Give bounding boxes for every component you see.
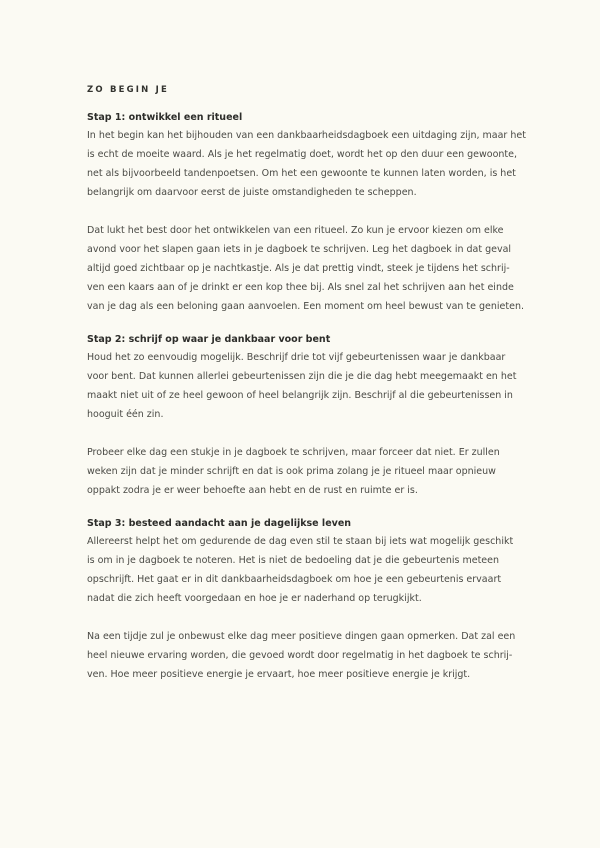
page-content: [87, 83, 527, 684]
text-line: is om in je dagboek te noteren. Het is niet de bedoeling dat je die gebeurtenis meteen: [87, 555, 500, 566]
text-line: avond voor het slapen gaan iets in je dagboek te schrijven. Leg het dagboek in dat geval: [87, 244, 512, 255]
text-line: is echt de moeite waard. Als je het regelmatig doet, wordt het op den duur een gewoonte,: [87, 149, 518, 160]
text-line: van je dag als een beloning gaan aanvoelen. Een moment om heel bewust van te genieten.: [87, 301, 525, 312]
text-line: opschrijft. Het gaat er in dit dankbaarheidsdagboek om hoe je een gebeurtenis ervaart: [87, 574, 502, 585]
text-line: altijd goed zichtbaar op je nachtkastje. Als je dat prettig vindt, steek je tijdens het schrij-: [87, 263, 510, 274]
text-line: ven een kaars aan of je drinkt er een kop thee bij. Als snel zal het schrijven aan het einde: [87, 282, 514, 293]
text-line: Allereerst helpt het om gedurende de dag even stil te staan bij iets wat mogelijk geschikt: [87, 536, 514, 547]
text-line: oppakt zodra je er weer behoefte aan hebt en de rust en ruimte er is.: [87, 485, 418, 496]
step-title: Stap 3: besteed aandacht aan je dagelijkse leven: [87, 518, 352, 529]
paragraph: [87, 126, 527, 202]
text-line: Probeer elke dag een stukje in je dagboek te schrijven, maar forceer dat niet. Er zullen: [87, 447, 500, 458]
text-line: maakt niet uit of ze heel gewoon of heel belangrijk zijn. Beschrijf al die gebeurtenissen in: [87, 390, 513, 401]
text-line: weken zijn dat je minder schrijft en dat is ook prima zolang je je ritueel maar opnieuw: [87, 466, 496, 477]
text-line: Houd het zo eenvoudig mogelijk. Beschrijf drie tot vijf gebeurtenissen waar je dankbaar: [87, 352, 506, 363]
paragraph: [87, 532, 527, 608]
step-gap: [87, 500, 527, 515]
paragraph-gap: [87, 202, 527, 221]
text-line: Na een tijdje zul je onbewust elke dag meer positieve dingen gaan opmerken. Dat zal een: [87, 631, 516, 642]
text-line: hooguit één zin.: [87, 409, 164, 420]
paragraph: [87, 221, 527, 316]
step-title: Stap 1: ontwikkel een ritueel: [87, 112, 243, 123]
text-line: Dat lukt het best door het ontwikkelen van een ritueel. Zo kun je ervoor kiezen om elke: [87, 225, 504, 236]
paragraph-gap: [87, 608, 527, 627]
paragraph: [87, 443, 527, 500]
text-line: heel nieuwe ervaring worden, die gevoed wordt door regelmatig in het dagboek te schrij-: [87, 650, 513, 661]
step-2: [87, 331, 527, 500]
text-line: net als bijvoorbeeld tandenpoetsen. Om het een gewoonte te kunnen laten worden, is het: [87, 168, 516, 179]
step-gap: [87, 316, 527, 331]
step-1: [87, 109, 527, 316]
paragraph: [87, 348, 527, 424]
paragraph-gap: [87, 424, 527, 443]
text-line: voor bent. Dat kunnen allerlei gebeurtenissen zijn die je die dag hebt meegemaakt en het: [87, 371, 517, 382]
text-line: ven. Hoe meer positieve energie je ervaart, hoe meer positieve energie je krijgt.: [87, 669, 471, 680]
text-line: In het begin kan het bijhouden van een dankbaarheidsdagboek een uitdaging zijn, maar het: [87, 130, 526, 141]
step-3: [87, 515, 527, 684]
step-title: Stap 2: schrijf op waar je dankbaar voor bent: [87, 334, 331, 345]
section-heading: ZO BEGIN JE: [87, 85, 170, 95]
text-line: belangrijk om daarvoor eerst de juiste omstandigheden te scheppen.: [87, 187, 417, 198]
paragraph: [87, 627, 527, 684]
text-line: nadat die zich heeft voorgedaan en hoe je er naderhand op terugkijkt.: [87, 593, 422, 604]
